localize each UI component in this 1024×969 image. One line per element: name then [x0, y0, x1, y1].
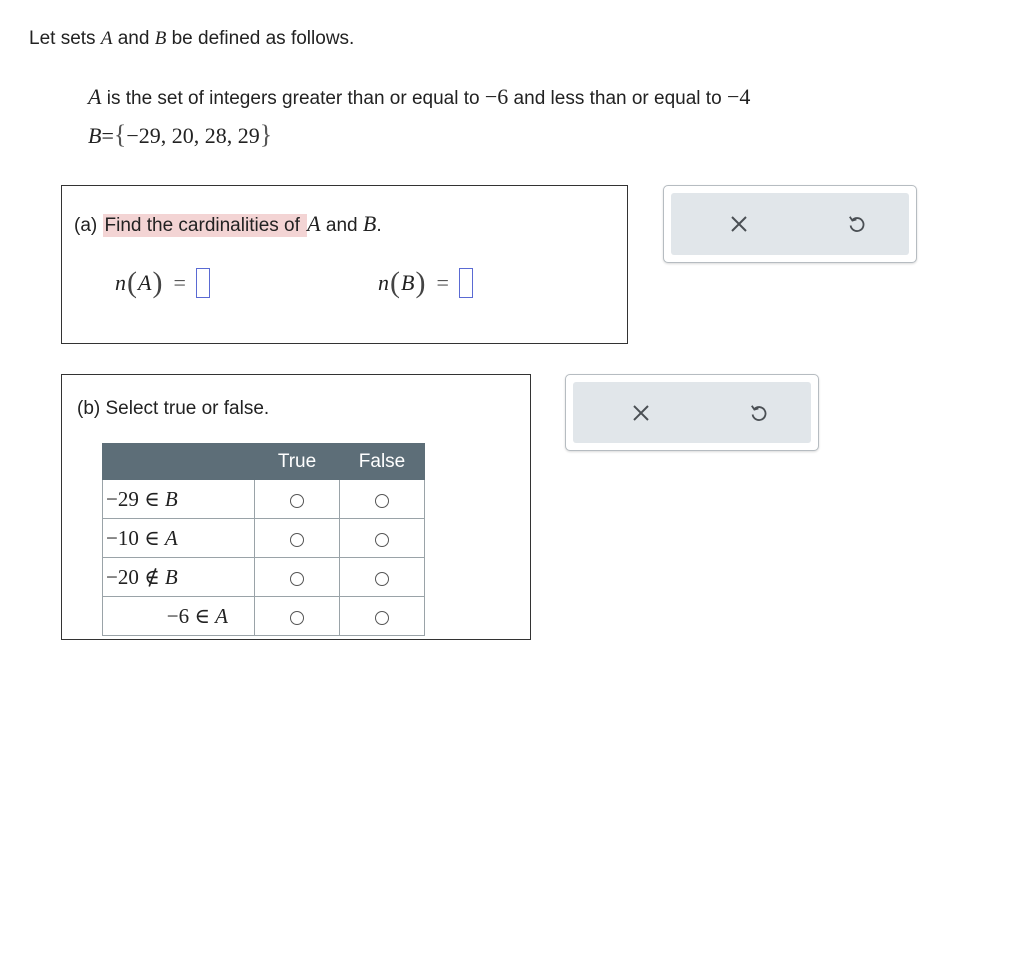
part-b-button-panel: [565, 374, 819, 451]
part-a-clear-button[interactable]: [723, 208, 755, 240]
radio-false[interactable]: [375, 572, 389, 586]
true-false-table: [102, 443, 425, 636]
part-b-prompt: (b) Select true or false.: [77, 398, 270, 419]
header-false: False: [340, 444, 425, 480]
table-row: [103, 519, 425, 558]
statement-cell: −29 ∈ B: [103, 480, 255, 519]
intro-text: Let sets A and B be defined as follows.: [29, 28, 355, 49]
undo-icon: [749, 403, 769, 423]
undo-icon: [847, 214, 867, 234]
part-a-button-bar: [671, 193, 909, 255]
x-icon: [632, 404, 650, 422]
cardinality-b-input[interactable]: [459, 268, 473, 298]
highlighted-prompt: Find the cardinalities of: [104, 215, 306, 236]
cardinality-b-expression: n ( B ) =: [378, 266, 473, 300]
x-icon: [730, 215, 748, 233]
table-row: [103, 597, 425, 636]
table-row: [103, 558, 425, 597]
radio-true[interactable]: [290, 611, 304, 625]
statement-cell: −6 ∈ A: [103, 597, 255, 636]
set-b-elements: −29, 20, 28, 29: [126, 123, 260, 148]
table-row: [103, 480, 425, 519]
header-true: True: [255, 444, 340, 480]
part-b-undo-button[interactable]: [743, 397, 775, 429]
table-header-row: [103, 444, 425, 480]
set-b-symbol: B: [154, 28, 167, 49]
part-a-undo-button[interactable]: [841, 208, 873, 240]
part-b-clear-button[interactable]: [625, 397, 657, 429]
radio-false[interactable]: [375, 533, 389, 547]
part-a-panel: [61, 185, 628, 344]
statement-cell: −10 ∈ A: [103, 519, 255, 558]
statement-cell: −20 ∉ B: [103, 558, 255, 597]
set-a-definition: A is the set of integers greater than or equal to −6 and less than or equal to −4: [88, 84, 751, 109]
part-a-prompt: (a) Find the cardinalities of A and B.: [74, 211, 382, 236]
set-a-symbol: A: [100, 28, 113, 49]
part-b-panel: [61, 374, 531, 640]
radio-false[interactable]: [375, 494, 389, 508]
part-a-button-panel: [663, 185, 917, 263]
radio-true[interactable]: [290, 572, 304, 586]
radio-false[interactable]: [375, 611, 389, 625]
radio-true[interactable]: [290, 494, 304, 508]
header-statement: [103, 444, 255, 480]
set-b-definition: B={−29, 20, 28, 29}: [88, 120, 273, 149]
cardinality-a-expression: n ( A ) =: [115, 266, 210, 300]
part-b-button-bar: [573, 382, 811, 443]
cardinality-a-input[interactable]: [196, 268, 210, 298]
radio-true[interactable]: [290, 533, 304, 547]
